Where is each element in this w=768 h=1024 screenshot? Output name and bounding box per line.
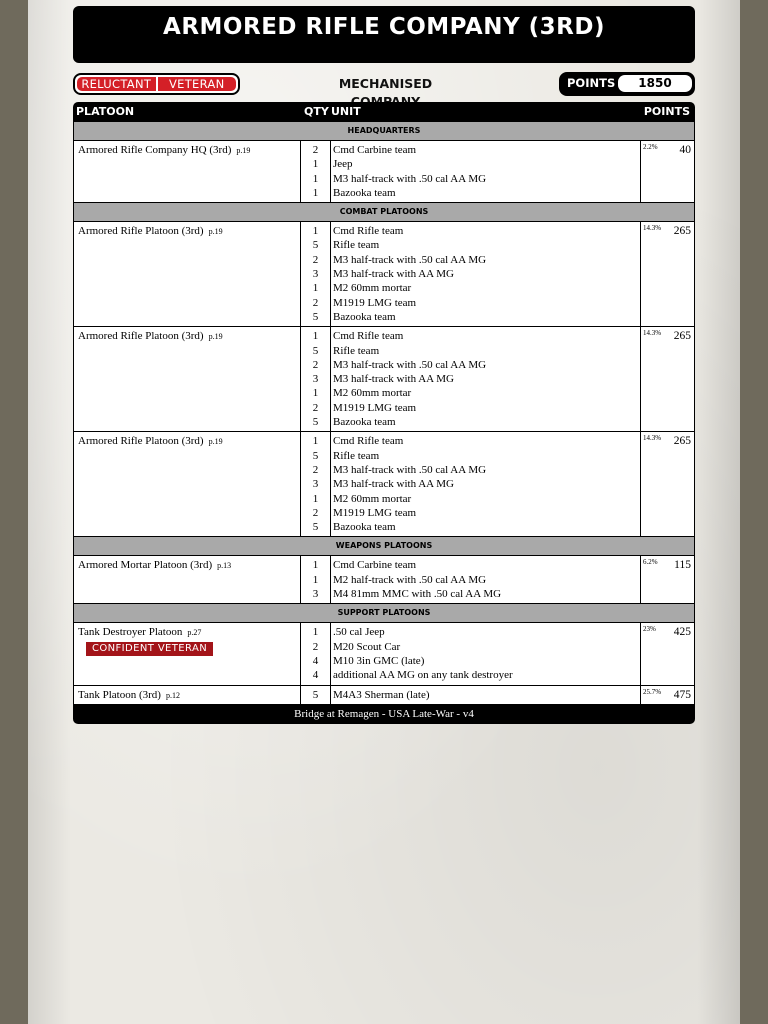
page-ref: p.12 (165, 690, 180, 700)
platoon-line (78, 143, 296, 157)
unit-cell (331, 686, 641, 704)
platoon-cell (74, 556, 301, 603)
unit-name: Rifle team (333, 344, 380, 357)
page-ref: p.19 (236, 146, 251, 155)
rating-badge-platoon: CONFIDENT VETERAN (86, 642, 213, 656)
table-row (73, 222, 695, 327)
rating-motivation: RELUCTANT (81, 77, 152, 91)
points-cell (641, 432, 694, 536)
page-title: ARMORED RIFLE COMPANY (3RD) (73, 6, 695, 63)
header-platoon: PLATOON (76, 105, 135, 118)
section-header: COMBAT PLATOONS (73, 203, 695, 222)
unit-name: additional AA MG on any tank destroyer (333, 669, 513, 682)
unit-qty: 2 (312, 358, 319, 371)
points-cell (641, 222, 694, 326)
unit-qty: 1 (312, 573, 319, 586)
qty-cell (301, 556, 331, 603)
unit-name: Cmd Rifle team (333, 330, 404, 343)
platoon-line (78, 625, 296, 639)
platoon-line (78, 329, 296, 343)
unit-name: Cmd Carbine team (333, 559, 417, 572)
unit-qty: 1 (312, 492, 319, 505)
unit-qty: 1 (312, 172, 319, 185)
platoon-cell (74, 222, 301, 326)
points-cell (641, 556, 694, 603)
platoon-cell (74, 141, 301, 202)
platoon-name: Tank Destroyer Platoon (78, 626, 183, 639)
points-label: POINTS (567, 76, 616, 90)
platoon-name: Tank Platoon (3rd) (78, 688, 161, 701)
points-percent: 25.7% (643, 687, 662, 696)
unit-qty: 5 (312, 521, 319, 534)
unit-qty: 3 (312, 268, 319, 281)
unit-qty: 2 (312, 640, 319, 653)
unit-qty: 1 (312, 186, 319, 199)
section-header: WEAPONS PLATOONS (73, 537, 695, 556)
unit-qty: 5 (312, 688, 319, 701)
unit-name: Rifle team (333, 449, 380, 462)
unit-name: M3 half-track with .50 cal AA MG (333, 253, 487, 266)
qty-cell (301, 686, 331, 704)
unit-qty: 2 (312, 144, 319, 156)
unit-cell (331, 623, 641, 684)
unit-qty: 1 (312, 225, 319, 238)
points-percent: 23% (643, 625, 656, 634)
unit-cell (331, 222, 641, 326)
unit-name: M2 60mm mortar (333, 492, 412, 505)
points-total: 1850 (618, 75, 692, 92)
platoon-name: Armored Rifle Company HQ (3rd) (78, 144, 232, 156)
unit-cell (331, 327, 641, 431)
qty-cell (301, 623, 331, 684)
unit-name: Cmd Rifle team (333, 435, 404, 448)
unit-qty: 5 (312, 310, 319, 323)
unit-name: Cmd Rifle team (333, 225, 404, 238)
page-ref: p.19 (208, 332, 223, 342)
points-percent: 14.3% (643, 224, 662, 233)
page-ref: p.13 (217, 561, 232, 571)
unit-qty: 5 (312, 416, 319, 429)
unit-name: M2 60mm mortar (333, 387, 412, 400)
page-ref: p.19 (208, 227, 223, 237)
section-header: HEADQUARTERS (73, 122, 695, 141)
unit-name: M1919 LMG team (333, 506, 417, 519)
unit-qty: 2 (312, 401, 319, 414)
unit-name: M1919 LMG team (333, 296, 417, 309)
platoon-name: Armored Rifle Platoon (3rd) (78, 330, 204, 343)
platoon-points: 40 (679, 144, 691, 156)
army-list-table (73, 102, 695, 724)
qty-cell (301, 432, 331, 536)
table-row (73, 141, 695, 203)
points-cell (641, 623, 694, 684)
qty-cell (301, 222, 331, 326)
table-body (73, 122, 695, 705)
unit-name: M4 81mm MMC with .50 cal AA MG (333, 588, 502, 601)
header-points: POINTS (643, 105, 690, 118)
unit-name: M3 half-track with .50 cal AA MG (333, 172, 487, 185)
unit-cell (331, 432, 641, 536)
platoon-line (78, 434, 296, 448)
unit-qty: 4 (312, 654, 319, 667)
unit-cell (331, 141, 641, 202)
points-percent: 14.3% (643, 434, 662, 443)
platoon-line (78, 688, 296, 702)
unit-qty: 1 (312, 158, 319, 171)
table-row (73, 432, 695, 537)
points-percent: 14.3% (643, 329, 662, 338)
unit-name: M3 half-track with AA MG (333, 373, 454, 386)
platoon-line (78, 224, 296, 238)
header-unit: UNIT (331, 105, 361, 118)
company-type: MECHANISED (338, 76, 433, 91)
platoon-cell (74, 432, 301, 536)
platoon-line (78, 558, 296, 572)
unit-name: Bazooka team (333, 186, 396, 199)
unit-name: M3 half-track with AA MG (333, 268, 454, 281)
unit-name: M4A3 Sherman (late) (333, 688, 430, 701)
unit-qty: 2 (312, 506, 319, 519)
points-cell (641, 686, 694, 704)
unit-name: Jeep (333, 158, 353, 171)
unit-name: M1919 LMG team (333, 401, 417, 414)
rating-skill: VETERAN (156, 77, 237, 91)
unit-name: Cmd Carbine team (333, 144, 417, 156)
points-box (559, 72, 695, 96)
platoon-points: 425 (673, 626, 691, 639)
unit-name: .50 cal Jeep (333, 626, 385, 639)
page-ref: p.27 (187, 628, 202, 638)
unit-qty: 3 (312, 478, 319, 491)
unit-name: M2 60mm mortar (333, 282, 412, 295)
unit-qty: 3 (312, 588, 319, 601)
unit-cell (331, 556, 641, 603)
platoon-points: 115 (674, 559, 691, 572)
table-row (73, 686, 695, 705)
unit-name: M3 half-track with .50 cal AA MG (333, 463, 487, 476)
unit-qty: 2 (312, 253, 319, 266)
qty-cell (301, 327, 331, 431)
unit-qty: 5 (312, 344, 319, 357)
table-header (73, 102, 695, 122)
footer: Bridge at Remagen - USA Late-War - v4 (73, 705, 695, 724)
unit-name: Rifle team (333, 239, 380, 252)
unit-name: Bazooka team (333, 416, 396, 429)
platoon-name: Armored Mortar Platoon (3rd) (78, 559, 213, 572)
unit-name: M3 half-track with AA MG (333, 478, 454, 491)
unit-qty: 2 (312, 463, 319, 476)
platoon-points: 475 (673, 688, 691, 701)
unit-name: M2 half-track with .50 cal AA MG (333, 573, 487, 586)
unit-qty: 1 (312, 387, 319, 400)
points-percent: 2.2% (643, 143, 658, 151)
unit-name: M20 Scout Car (333, 640, 401, 653)
unit-qty: 1 (312, 626, 319, 639)
unit-qty: 4 (312, 669, 319, 682)
unit-qty: 1 (312, 282, 319, 295)
unit-qty: 5 (312, 449, 319, 462)
unit-qty: 2 (312, 296, 319, 309)
table-row (73, 556, 695, 604)
unit-qty: 1 (312, 435, 319, 448)
unit-name: Bazooka team (333, 310, 396, 323)
unit-qty: 3 (312, 373, 319, 386)
platoon-cell (74, 686, 301, 704)
table-row (73, 623, 695, 685)
table-row (73, 327, 695, 432)
unit-name: M10 3in GMC (late) (333, 654, 425, 667)
platoon-name: Armored Rifle Platoon (3rd) (78, 435, 204, 448)
points-cell (641, 141, 694, 202)
unit-name: M3 half-track with .50 cal AA MG (333, 358, 487, 371)
header-qty: QTY (304, 105, 329, 118)
points-percent: 6.2% (643, 558, 658, 567)
platoon-name: Armored Rifle Platoon (3rd) (78, 225, 204, 238)
unit-qty: 1 (312, 330, 319, 343)
platoon-points: 265 (673, 225, 691, 238)
section-header: SUPPORT PLATOONS (73, 604, 695, 623)
page-ref: p.19 (208, 437, 223, 447)
platoon-cell (74, 623, 301, 684)
platoon-points: 265 (673, 330, 691, 343)
qty-cell (301, 141, 331, 202)
platoon-points: 265 (673, 435, 691, 448)
rating-badge (73, 73, 240, 95)
platoon-cell (74, 327, 301, 431)
unit-qty: 5 (312, 239, 319, 252)
unit-qty: 1 (312, 559, 319, 572)
points-cell (641, 327, 694, 431)
unit-name: Bazooka team (333, 521, 396, 534)
